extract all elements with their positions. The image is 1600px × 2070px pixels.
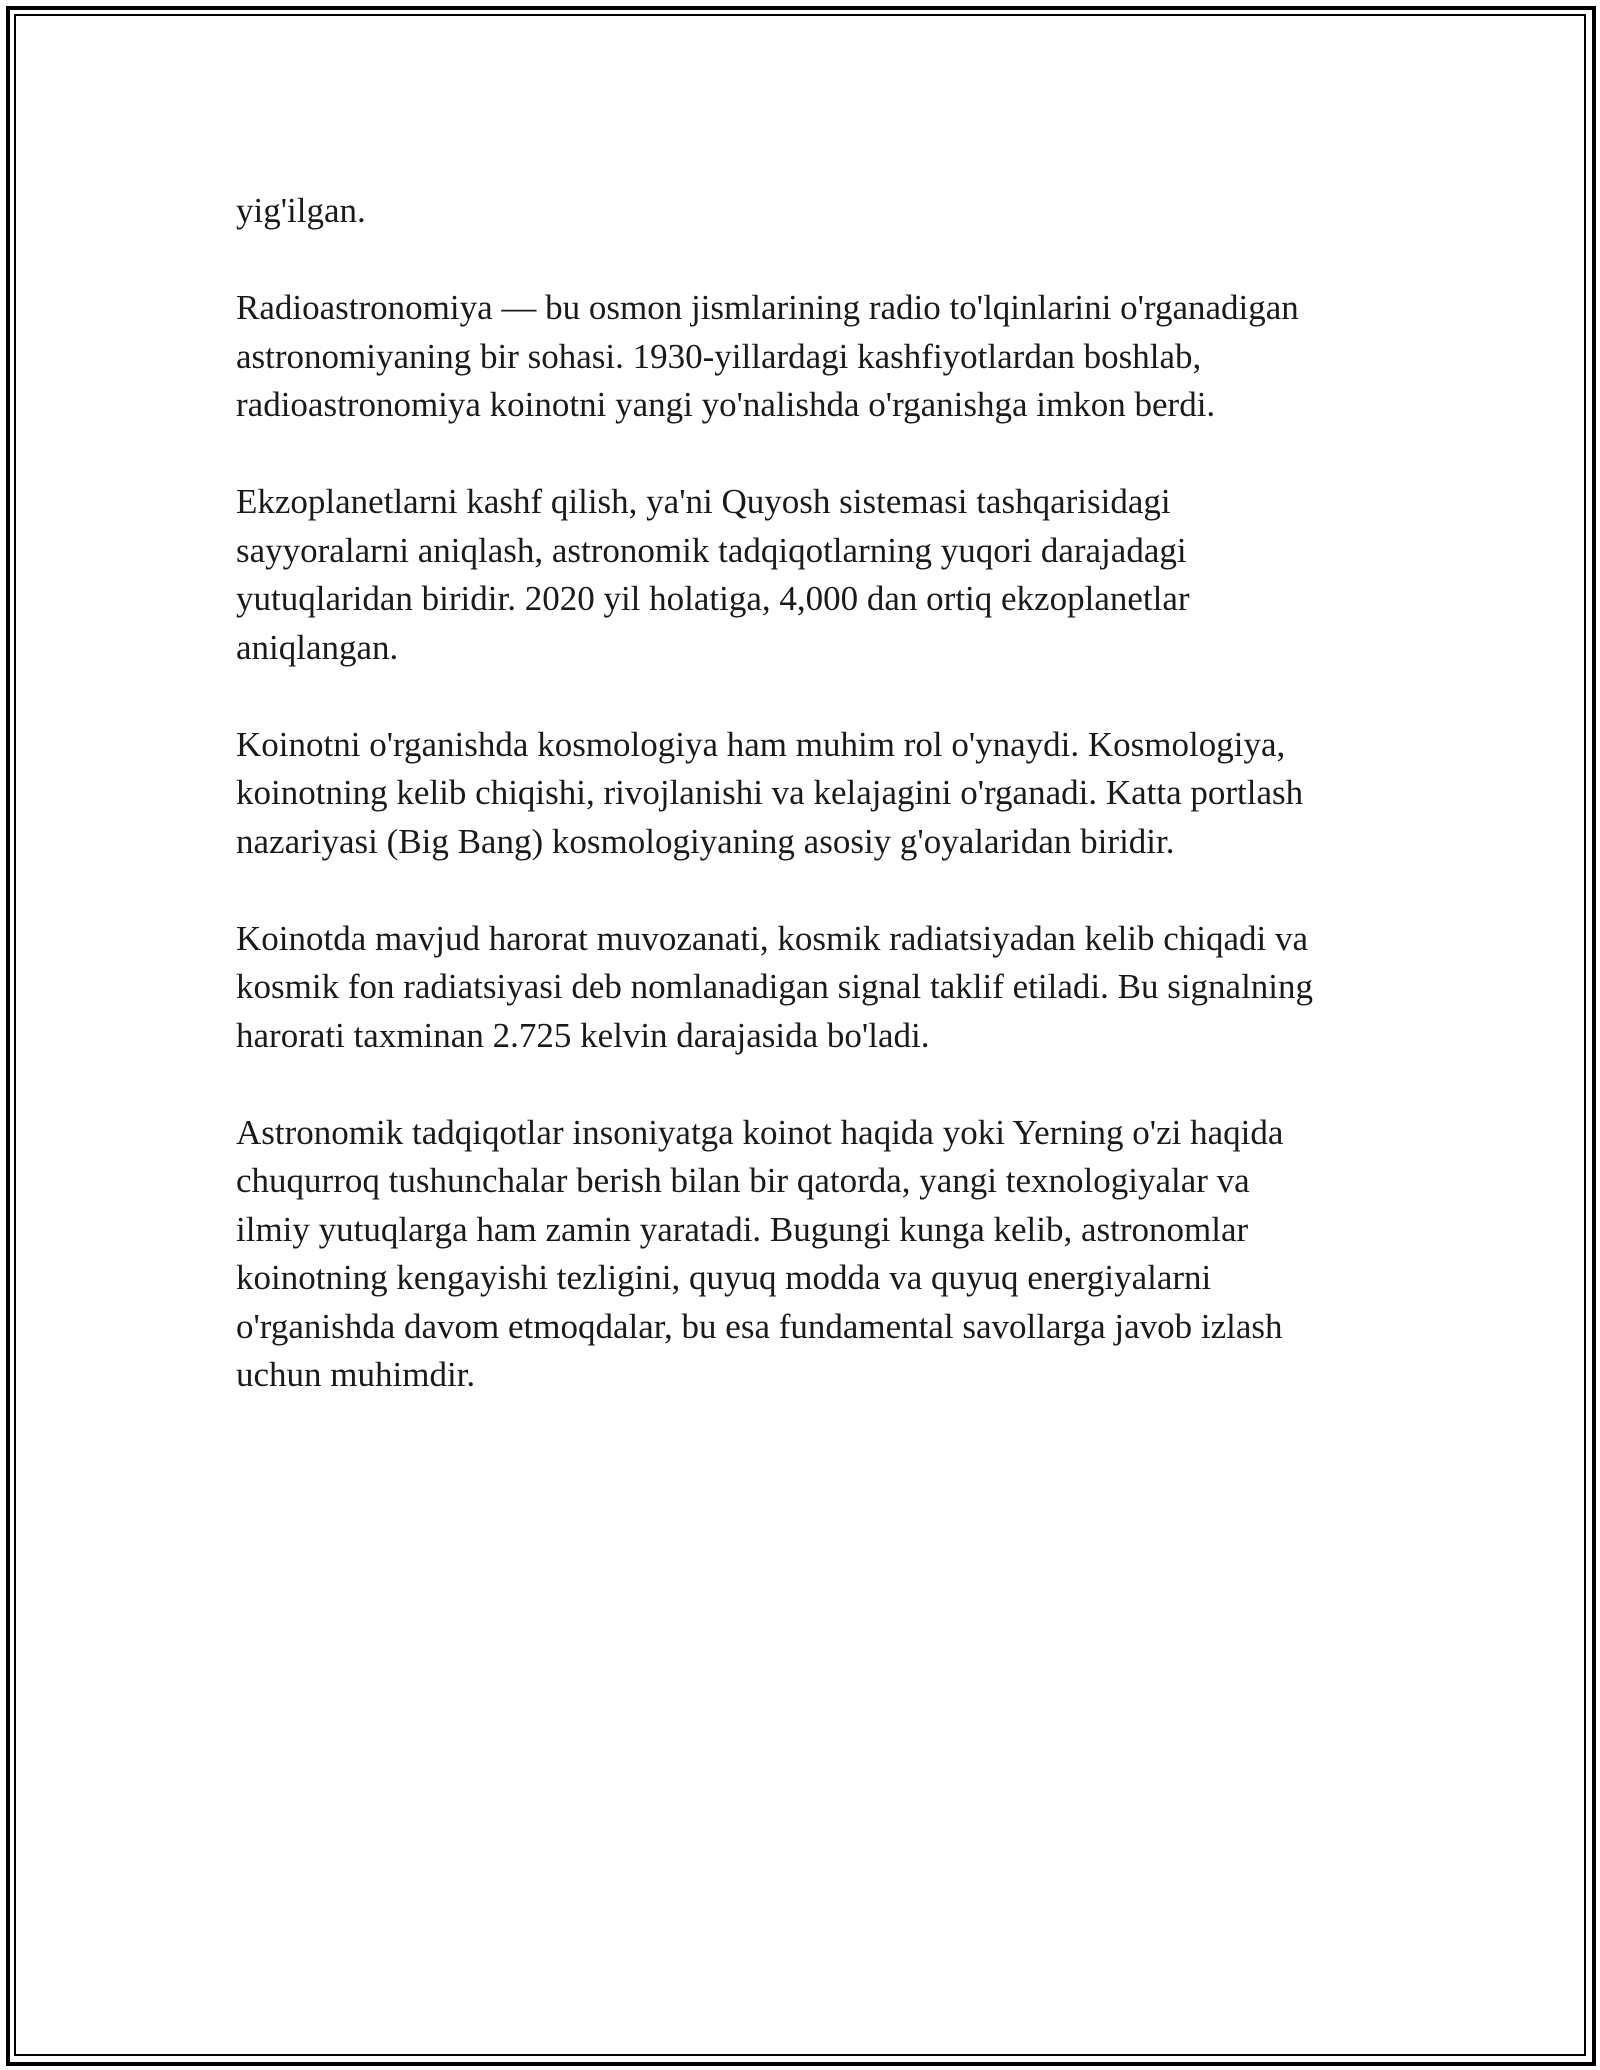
text-line: harorati taxminan 2.725 kelvin darajasida bo'ladi. [236,1015,930,1055]
paragraph [236,721,1386,867]
text-line: uchun muhimdir. [236,1355,476,1394]
text-line: nazariyasi (Big Bang) kosmologiyaning asosiy g'oyalaridan biridir. [236,821,1175,861]
paragraph [236,1109,1386,1400]
text-line: yutuqlaridan biridir. 2020 yil holatiga, 4,000 dan ortiq ekzoplanetlar [236,579,1190,618]
text-line: o'rganishda davom etmoqdalar, bu esa fundamental savollarga javob izlash [236,1306,1283,1346]
text-line: koinotning kelib chiqishi, rivojlanishi va kelajagini o'rganadi. Katta portlash [236,773,1304,812]
paragraph [236,478,1386,672]
paragraph [236,915,1386,1061]
text-line: yig'ilgan. [236,191,366,230]
text-line: aniqlangan. [236,627,399,667]
text-line: Radioastronomiya — bu osmon jismlarining radio to'lqinlarini o'rganadigan [236,288,1299,327]
text-line: astronomiyaning bir sohasi. 1930-yillardagi kashfiyotlardan boshlab, [236,336,1202,376]
text-line: koinotning kengayishi tezligini, quyuq modda va quyuq energiyalarni [236,1258,1212,1297]
text-line: Koinotni o'rganishda kosmologiya ham muhim rol o'ynaydi. Kosmologiya, [236,724,1286,764]
text-line: ilmiy yutuqlarga ham zamin yaratadi. Bugungi kunga kelib, astronomlar [236,1209,1249,1249]
document-body [236,187,1386,1448]
paragraph [236,187,1386,236]
text-line: sayyoralarni aniqlash, astronomik tadqiqotlarning yuqori darajadagi [236,530,1187,570]
text-line: Koinotda mavjud harorat muvozanati, kosmik radiatsiyadan kelib chiqadi va [236,918,1309,958]
text-line: Ekzoplanetlarni kashf qilish, ya'ni Quyosh sistemasi tashqarisidagi [236,482,1171,521]
paragraph [236,284,1386,430]
text-line: kosmik fon radiatsiyasi deb nomlanadigan signal taklif etiladi. Bu signalning [236,967,1314,1006]
text-line: radioastronomiya koinotni yangi yo'nalishda o'rganishga imkon berdi. [236,385,1216,424]
text-line: Astronomik tadqiqotlar insoniyatga koinot haqida yoki Yerning o'zi haqida [236,1112,1284,1152]
text-line: chuqurroq tushunchalar berish bilan bir qatorda, yangi texnologiyalar va [236,1161,1250,1200]
